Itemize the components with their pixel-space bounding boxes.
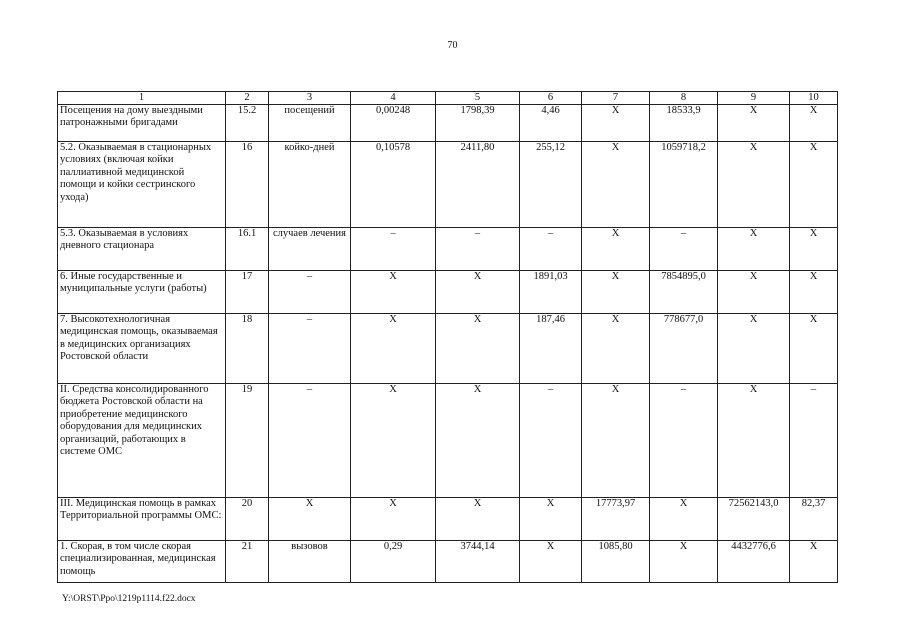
table-cell: Х — [436, 314, 520, 384]
table-cell: 7854895,0 — [650, 271, 718, 314]
table-cell: 1891,03 — [520, 271, 582, 314]
table-cell: Х — [718, 314, 790, 384]
table-cell: 0,00248 — [351, 105, 436, 142]
unit-cell: – — [269, 314, 351, 384]
row-label: II. Средства консолидированного бюджета Ростовской области на приобретение медицинского оборудования для медицинских организаций, работающих в системе ОМС — [58, 384, 226, 498]
table-cell: Х — [520, 541, 582, 583]
header-cell: 9 — [718, 92, 790, 105]
table-row — [58, 314, 838, 384]
row-label: 5.3. Оказываемая в условиях дневного стационара — [58, 228, 226, 271]
unit-cell: койко-дней — [269, 142, 351, 228]
row-label: III. Медицинская помощь в рамках Территориальной программы ОМС: — [58, 498, 226, 541]
page-number: 70 — [447, 40, 458, 51]
row-label: 6. Иные государственные и муниципальные услуги (работы) — [58, 271, 226, 314]
unit-cell: посещений — [269, 105, 351, 142]
table-cell: – — [436, 228, 520, 271]
header-cell: 5 — [436, 92, 520, 105]
table-cell: Х — [436, 498, 520, 541]
unit-cell: – — [269, 384, 351, 498]
row-label: Посещения на дому выездными патронажными бригадами — [58, 105, 226, 142]
table-cell: 187,46 — [520, 314, 582, 384]
table-cell: Х — [718, 228, 790, 271]
table-cell: Х — [582, 228, 650, 271]
data-table — [57, 91, 838, 583]
table-row — [58, 105, 838, 142]
header-cell: 7 — [582, 92, 650, 105]
table-cell: Х — [582, 271, 650, 314]
row-number: 16 — [226, 142, 269, 228]
row-number: 16.1 — [226, 228, 269, 271]
table-cell: 2411,80 — [436, 142, 520, 228]
table-cell: 1059718,2 — [650, 142, 718, 228]
table-cell: – — [520, 384, 582, 498]
row-label: 7. Высокотехнологичная медицинская помощь, оказываемая в медицинских организациях Ростовской области — [58, 314, 226, 384]
table-cell: Х — [790, 142, 838, 228]
row-number: 18 — [226, 314, 269, 384]
table-cell: Х — [790, 541, 838, 583]
table-row — [58, 142, 838, 228]
table-cell: Х — [718, 384, 790, 498]
table-cell: 1085,80 — [582, 541, 650, 583]
table-cell: 4,46 — [520, 105, 582, 142]
table-cell: Х — [790, 314, 838, 384]
table-cell: Х — [790, 228, 838, 271]
table-cell: 17773,97 — [582, 498, 650, 541]
table-cell: – — [520, 228, 582, 271]
row-number: 20 — [226, 498, 269, 541]
table-cell: Х — [351, 384, 436, 498]
table-row — [58, 541, 838, 583]
table-cell: – — [351, 228, 436, 271]
header-cell: 1 — [58, 92, 226, 105]
table-cell: Х — [718, 142, 790, 228]
table-row — [58, 384, 838, 498]
table-cell: Х — [718, 271, 790, 314]
table-cell: Х — [582, 314, 650, 384]
table-cell: 82,37 — [790, 498, 838, 541]
unit-cell: случаев лечения — [269, 228, 351, 271]
table-cell: 0,10578 — [351, 142, 436, 228]
table-cell: Х — [718, 105, 790, 142]
table-cell: Х — [436, 384, 520, 498]
header-cell: 2 — [226, 92, 269, 105]
table-cell: Х — [790, 105, 838, 142]
table-cell: Х — [582, 384, 650, 498]
row-label: 1. Скорая, в том числе скорая специализированная, медицинская помощь — [58, 541, 226, 583]
row-number: 17 — [226, 271, 269, 314]
table-cell: Х — [582, 105, 650, 142]
table-row — [58, 498, 838, 541]
table-cell: Х — [351, 271, 436, 314]
header-cell: 10 — [790, 92, 838, 105]
header-cell: 8 — [650, 92, 718, 105]
unit-cell: вызовов — [269, 541, 351, 583]
table-cell: Х — [650, 498, 718, 541]
table-cell: Х — [520, 498, 582, 541]
table-cell: 3744,14 — [436, 541, 520, 583]
header-cell: 6 — [520, 92, 582, 105]
table-cell: Х — [650, 541, 718, 583]
table-cell: Х — [790, 271, 838, 314]
table-cell: 1798,39 — [436, 105, 520, 142]
row-number: 19 — [226, 384, 269, 498]
unit-cell: – — [269, 271, 351, 314]
table-cell: Х — [436, 271, 520, 314]
table-cell: 255,12 — [520, 142, 582, 228]
table-row — [58, 228, 838, 271]
header-cell: 4 — [351, 92, 436, 105]
table-cell: 778677,0 — [650, 314, 718, 384]
table-cell: 72562143,0 — [718, 498, 790, 541]
table-row — [58, 271, 838, 314]
row-label: 5.2. Оказываемая в стационарных условиях (включая койки паллиативной медицинской помощи и койки сестринского ухода) — [58, 142, 226, 228]
table-cell: 4432776,6 — [718, 541, 790, 583]
table-cell: Х — [582, 142, 650, 228]
document-path-footer: Y:\ORST\Ppo\1219p1114.f22.docx — [62, 594, 196, 604]
table-cell: – — [650, 228, 718, 271]
table-cell: – — [650, 384, 718, 498]
row-number: 15.2 — [226, 105, 269, 142]
header-cell: 3 — [269, 92, 351, 105]
table-cell: – — [790, 384, 838, 498]
row-number: 21 — [226, 541, 269, 583]
table-cell: 18533,9 — [650, 105, 718, 142]
table-header-row — [58, 92, 838, 105]
table-cell: Х — [351, 314, 436, 384]
unit-cell: Х — [269, 498, 351, 541]
table-cell: 0,29 — [351, 541, 436, 583]
table-cell: Х — [351, 498, 436, 541]
